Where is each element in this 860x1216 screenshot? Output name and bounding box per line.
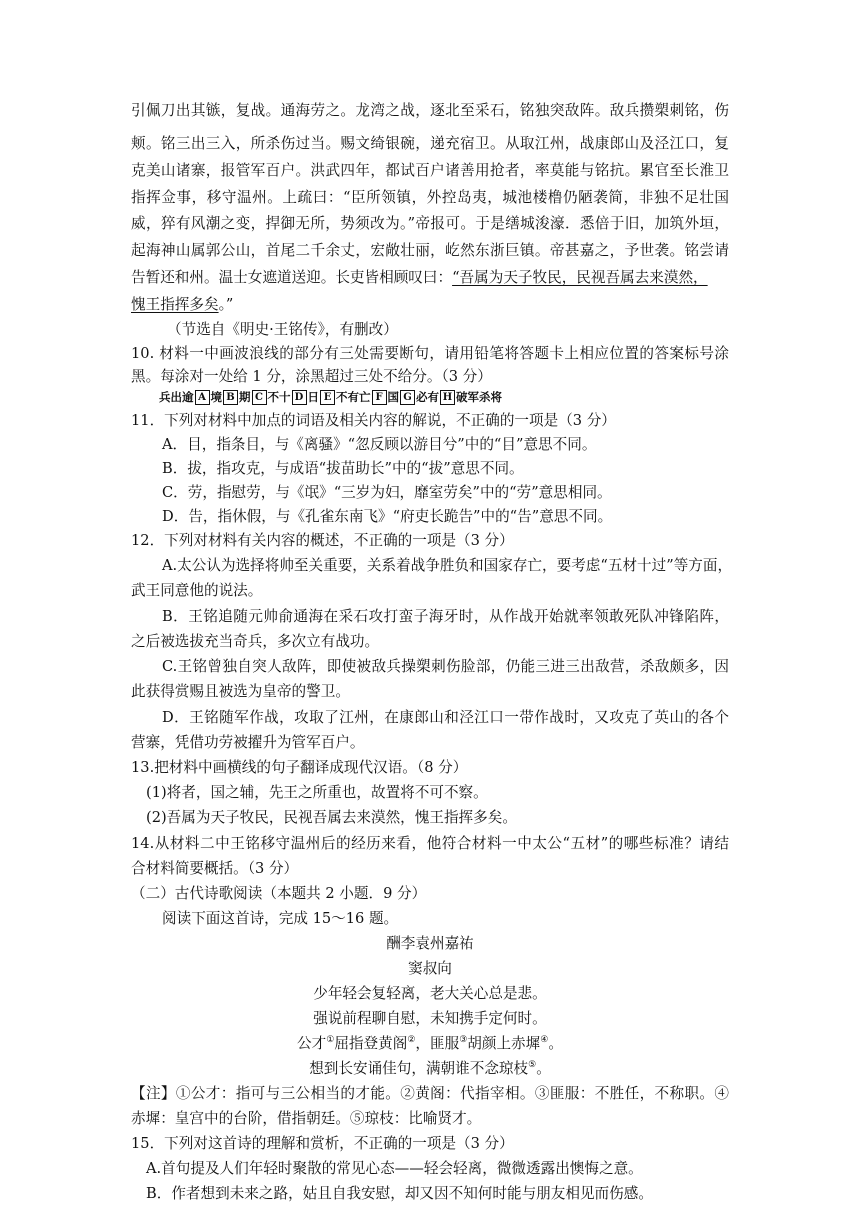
- poem-title: 酬李袁州嘉祐: [386, 935, 474, 952]
- question-10-cont: 黑。每涂对一处给 1 分，涂黑超过三处不给分。（3 分）: [131, 368, 492, 385]
- strip-text: 日: [307, 390, 319, 404]
- passage-line: 起海神山属郭公山，首尾二千余丈，宏敞壮丽，屹然东浙巨镇。帝甚嘉之，予世袭。铭尝请: [131, 242, 729, 259]
- answer-box-f[interactable]: F: [372, 390, 387, 405]
- answer-box-a[interactable]: A: [195, 390, 210, 405]
- poem-notes-cont: 赤墀：皇宫中的台阶，借指朝廷。⑤琼枝：比喻贤才。: [131, 1110, 482, 1127]
- passage-line: 威，猝有风潮之变，捍御无所，势须改为。”帝报可。于是缮城浚濠．悉倍于旧，加筑外垣，: [131, 215, 729, 232]
- question-12-option-b: B．王铭追随元帅俞通海在采石攻打蛮子海牙时，从作战开始就率领敢死队冲锋陷阵，: [162, 608, 729, 625]
- question-11-option-c: C．劳，指慰劳，与《氓》“三岁为妇，靡室劳矣”中的“劳”意思相同。: [162, 484, 612, 501]
- poem-line-annotated: [0, 1058, 860, 1080]
- poem-line: 少年轻会复轻离，老大关心总是悲。: [313, 985, 547, 1002]
- question-12-option-b-cont: 之后被选拔充当奇兵，多次立有战功。: [131, 633, 380, 650]
- sentence-break-strip: [159, 387, 502, 405]
- question-15-option-a: A.首句提及人们年轻时聚散的常见心态——轻会轻离，微微透露出懊悔之意。: [146, 1160, 643, 1177]
- poem-text: 胡颜上赤墀: [467, 1035, 541, 1052]
- note-marker: ②: [407, 1035, 416, 1046]
- passage-line: 克美山诸寨，报管军百户。洪武四年，都试百户诸善用抢者，率莫能与铭抗。累官至长淮卫: [131, 162, 729, 179]
- poem-author: 窦叔向: [408, 960, 452, 977]
- strip-text: 破军杀将: [456, 390, 502, 404]
- strip-text: 期: [239, 390, 251, 404]
- poem-text: 屈指登黄阁: [334, 1035, 408, 1052]
- question-12-option-a-cont: 武王同意他的说法。: [131, 582, 263, 599]
- poem-line: 强说前程聊自慰，未知携手定何时。: [313, 1010, 547, 1027]
- answer-box-e[interactable]: E: [320, 390, 335, 405]
- poem-text: 。: [536, 1060, 551, 1077]
- answer-box-c[interactable]: C: [252, 390, 267, 405]
- passage-line: 颊。铭三出三入，所杀伤过当。赐文绮银碗，递充宿卫。从取江州，战康郎山及泾江口，复: [131, 135, 729, 152]
- question-12-option-d: D．王铭随军作战，攻取了江州，在康郎山和泾江口一带作战时，又攻克了英山的各个: [162, 709, 729, 726]
- section-heading: （二）古代诗歌阅读（本题共 2 小题．9 分）: [131, 885, 427, 902]
- passage-line-last: [131, 267, 708, 289]
- passage-source: （节选自《明史·王铭传》，有删改）: [167, 321, 398, 338]
- poem-text: 公才: [297, 1035, 327, 1052]
- note-marker: ③: [459, 1035, 468, 1046]
- question-13-sentence-1: (1)将者，国之辅，先王之所重也，故置将不可不察。: [146, 784, 488, 801]
- poem-line-annotated: [0, 1033, 860, 1055]
- question-11-option-b: B．拔，指攻克，与成语“拔苗助长”中的“拔”意思不同。: [162, 460, 524, 477]
- question-13: 13.把材料中画横线的句子翻译成现代汉语。（8 分）: [131, 759, 468, 776]
- passage-text: 告暂还和州。温士女遮道送迎。长吏皆相顾叹曰：: [131, 269, 453, 286]
- note-marker: ④: [540, 1035, 549, 1046]
- poem-text: ，匪服: [415, 1035, 460, 1052]
- passage-line: 引佩刀出其镞，复战。通海劳之。龙湾之战，逐北至采石，铭独突敌阵。敌兵攒槊刺铭，伤: [131, 102, 729, 119]
- strip-text: 不有亡: [336, 390, 371, 404]
- passage-line: 指挥佥事，移守温州。上疏曰：“臣所领镇，外控岛夷，城池楼橹仍陋袭简，非独不足壮国: [131, 189, 729, 206]
- question-12-option-d-cont: 营寨，凭借功劳被擢升为管军百户。: [131, 734, 365, 751]
- passage-closing: 。”: [218, 296, 234, 313]
- strip-text: 必有: [416, 390, 439, 404]
- question-11: 11．下列对材料中加点的词语及相关内容的解说，不正确的一项是（3 分）: [131, 412, 616, 429]
- question-12-option-c: C.王铭曾独自突人敌阵，即使被敌兵操槊刺伤脸部，仍能三进三出敌营，杀敌颇多，因: [162, 658, 729, 675]
- strip-text: 国: [387, 390, 399, 404]
- question-12-option-a: A.太公认为选择将帅至关重要，关系着战争胜负和国家存亡，要考虑“五材十过”等方面，: [162, 557, 733, 574]
- question-14-cont: 合材料简要概括。（3 分）: [131, 860, 299, 877]
- poem-text: 。: [548, 1035, 563, 1052]
- question-10: 10. 材料一中画波浪线的部分有三处需要断句，请用铅笔将答题卡上相应位置的答案标号涂: [131, 345, 729, 362]
- answer-box-d[interactable]: D: [292, 390, 307, 405]
- underlined-sentence-end: 愧王指挥多矣: [131, 296, 219, 313]
- poem-notes: 【注】①公才：指可与三公相当的才能。②黄阁：代指宰相。③匪服：不胜任，不称职。④: [131, 1085, 729, 1102]
- section-intro: 阅读下面这首诗，完成 15～16 题。: [162, 910, 399, 927]
- question-11-option-a: A．目，指条目，与《离骚》“忽反顾以游目兮”中的“目”意思不同。: [162, 436, 597, 453]
- question-15: 15．下列对这首诗的理解和赏析，不正确的一项是（3 分）: [131, 1135, 514, 1152]
- strip-text: 境: [210, 390, 222, 404]
- question-14: 14.从材料二中王铭移守温州后的经历来看，他符合材料一中太公“五材”的哪些标准？请结: [131, 835, 729, 852]
- strip-text: 不十: [267, 390, 291, 404]
- underlined-sentence: “吾属为天子牧民，民视吾属去来漠然，: [452, 269, 708, 286]
- question-11-option-d: D．告，指休假，与《孔雀东南飞》“府吏长跪告”中的“告”意思不同。: [162, 508, 613, 525]
- answer-box-g[interactable]: G: [400, 390, 415, 405]
- note-marker: ①: [326, 1035, 335, 1046]
- question-15-option-b: B．作者想到未来之路，姑且自我安慰，却又因不知何时能与朋友相见而伤感。: [146, 1185, 653, 1202]
- note-marker: ⑤: [528, 1060, 537, 1071]
- passage-line-end: [131, 294, 233, 316]
- poem-text: 想到长安诵佳句，满朝谁不念琼枝: [309, 1060, 529, 1077]
- question-12: 12．下列对材料有关内容的概述，不正确的一项是（3 分）: [131, 532, 514, 549]
- answer-box-h[interactable]: H: [440, 390, 455, 405]
- question-12-option-c-cont: 此获得赏赐且被选为皇帝的警卫。: [131, 683, 350, 700]
- answer-box-b[interactable]: B: [223, 390, 238, 405]
- strip-text: 兵出逾: [159, 390, 194, 404]
- question-13-sentence-2: (2)吾属为天子牧民，民视吾属去来漠然，愧王指挥多矣。: [146, 809, 517, 826]
